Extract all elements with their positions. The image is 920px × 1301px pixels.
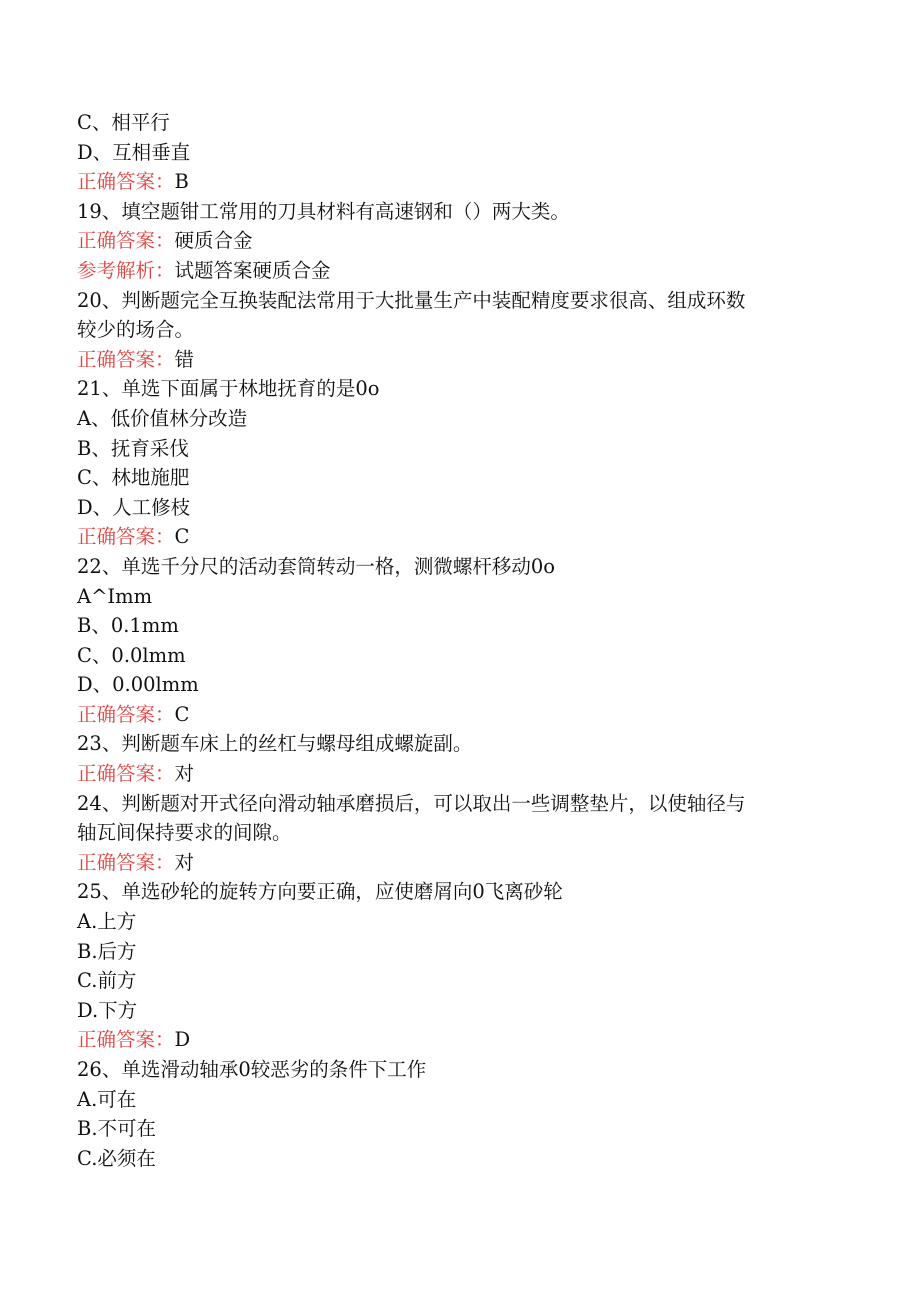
text-line: D、0.00lmm (77, 673, 199, 697)
answer-label: 正确答案： (77, 850, 175, 874)
text-line: 较少的场合。 (77, 318, 195, 342)
text-line: B.后方 (77, 939, 137, 963)
text-line: B、0.1mm (77, 614, 179, 638)
document-page (77, 108, 837, 1173)
answer-value: 错 (174, 347, 195, 371)
correct-answer-line (77, 759, 837, 789)
text-line: C、相平行 (77, 111, 170, 134)
question-line: 21、单选下面属于林地抚育的是0o (77, 377, 380, 401)
question-line: 22、单选千分尺的活动套筒转动一格，测微螺杆移动0o (77, 554, 555, 578)
text-line: D、互相垂直 (77, 140, 191, 164)
answer-value: 试题答案硬质合金 (174, 258, 331, 282)
text-line: B、抚育采伐 (77, 436, 189, 460)
answer-label: 正确答案： (77, 1028, 175, 1052)
answer-label: 正确答案： (77, 525, 175, 549)
text-line: D.下方 (77, 998, 138, 1022)
text-line: C.必须在 (77, 1146, 156, 1170)
answer-value: B (174, 170, 189, 194)
question-line: 19、填空题钳工常用的刀具材料有高速钢和（）两大类。 (77, 199, 570, 223)
answer-label: 正确答案： (77, 702, 175, 726)
text-line: A、低价值林分改造 (77, 406, 248, 430)
answer-label: 正确答案： (77, 170, 175, 194)
question-line: 24、判断题对开式径向滑动轴承磨损后，可以取出一些调整垫片，以使轴径与 (77, 791, 746, 815)
text-line: A.可在 (77, 1087, 137, 1111)
answer-label: 正确答案： (77, 347, 175, 371)
answer-label: 正确答案： (77, 229, 175, 253)
text-line: A^Imm (77, 584, 153, 608)
text-line: 轴瓦间保持要求的间隙。 (77, 821, 292, 845)
question-line: 23、判断题车床上的丝杠与螺母组成螺旋副。 (77, 732, 473, 756)
answer-value: 硬质合金 (174, 229, 253, 253)
reference-explanation-line (77, 256, 837, 286)
text-line: C.前方 (77, 969, 137, 993)
answer-value: 对 (174, 762, 195, 786)
correct-answer-line (77, 700, 837, 730)
text-line: C、林地施肥 (77, 466, 190, 490)
correct-answer-line (77, 226, 837, 256)
answer-value: 对 (174, 850, 195, 874)
answer-value: C (174, 702, 190, 726)
answer-value: C (174, 525, 190, 549)
answer-value: D (174, 1028, 191, 1052)
answer-label: 参考解析： (77, 258, 175, 282)
question-line: 20、判断题完全互换装配法常用于大批量生产中装配精度要求很高、组成环数 (77, 288, 746, 312)
text-line: C、0.0lmm (77, 643, 186, 667)
correct-answer-line (77, 1025, 837, 1055)
correct-answer-line (77, 167, 837, 197)
correct-answer-line (77, 522, 837, 552)
answer-label: 正确答案： (77, 762, 175, 786)
question-line: 25、单选砂轮的旋转方向要正确，应使磨屑向0飞离砂轮 (77, 880, 563, 904)
correct-answer-line (77, 345, 837, 375)
question-line: 26、单选滑动轴承0较恶劣的条件下工作 (77, 1058, 427, 1081)
text-line: A.上方 (77, 910, 137, 934)
text-line: D、人工修枝 (77, 495, 191, 519)
correct-answer-line (77, 848, 837, 878)
text-line: B.不可在 (77, 1117, 157, 1141)
